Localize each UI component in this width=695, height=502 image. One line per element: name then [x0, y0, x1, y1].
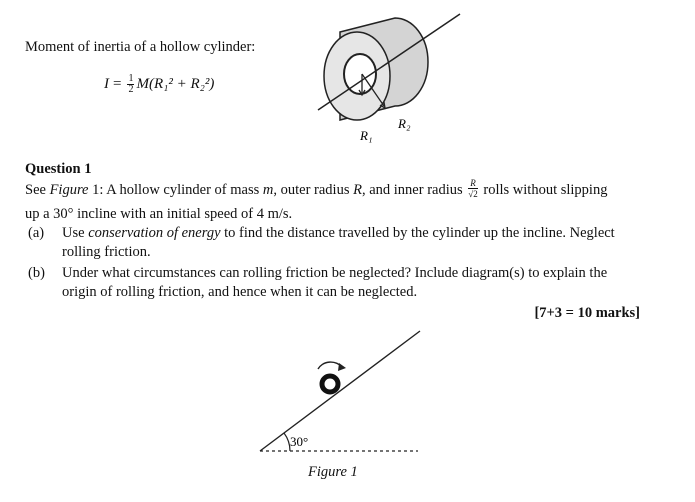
formula-lhs: I: [104, 76, 109, 92]
part-b-label: (b): [28, 265, 45, 281]
figure-reference: Figure: [49, 181, 89, 198]
formula-fraction: [127, 74, 134, 95]
part-a-prefix: Use: [62, 225, 89, 241]
inner-frac-num: R: [470, 178, 476, 188]
question-title: Question 1: [25, 161, 92, 177]
part-a-line-2: rolling friction.: [62, 244, 151, 260]
q-line1-mid3: , and inner radius: [361, 181, 467, 198]
angle-label: 30°: [290, 434, 309, 449]
mass-symbol: m: [262, 181, 274, 198]
radius-symbol: R: [353, 181, 362, 198]
part-a-line-1: [62, 224, 615, 242]
q-line1-suffix: rolls without slipping: [479, 181, 608, 198]
q-line1-mid: 1: A hollow cylinder of mass: [88, 181, 263, 198]
inner-frac-den: √2: [468, 189, 478, 199]
part-b-line-1: Under what circumstances can rolling friction be neglected? Include diagram(s) to explain the: [62, 265, 608, 281]
q-line1-prefix: See: [25, 181, 50, 198]
part-a-rest: to find the distance travelled by the cylinder up the incline. Neglect: [220, 225, 615, 241]
inner-radius-fraction: [468, 178, 478, 199]
formula-frac-den: 2: [128, 84, 134, 95]
label-r1: R₁: [360, 128, 373, 143]
question-line-2: up a 30° incline with an initial speed of 4 m/s.: [25, 206, 293, 222]
formula-rhs: M(R₁² + R₂²): [136, 76, 215, 92]
intro-text: Moment of inertia of a hollow cylinder:: [25, 39, 256, 55]
q-line1-mid2: , outer radius: [273, 181, 354, 198]
hollow-cylinder-figure: [300, 10, 480, 150]
part-a-emphasis: conservation of energy: [88, 225, 221, 241]
marks-label: [7+3 = 10 marks]: [534, 305, 640, 321]
part-b-line-2: origin of rolling friction, and hence when it can be neglected.: [62, 284, 418, 300]
formula-frac-num: 1: [128, 73, 134, 84]
part-a-label: (a): [28, 225, 45, 241]
rotation-arrowhead: [338, 363, 346, 371]
inertia-formula: [104, 74, 214, 95]
question-line-1: [25, 180, 607, 201]
figure-caption: Figure 1: [308, 464, 358, 480]
formula-equals: =: [113, 76, 122, 92]
label-r2: R₂: [398, 116, 411, 131]
rolling-cylinder: [322, 376, 338, 392]
incline-figure: [250, 325, 430, 460]
